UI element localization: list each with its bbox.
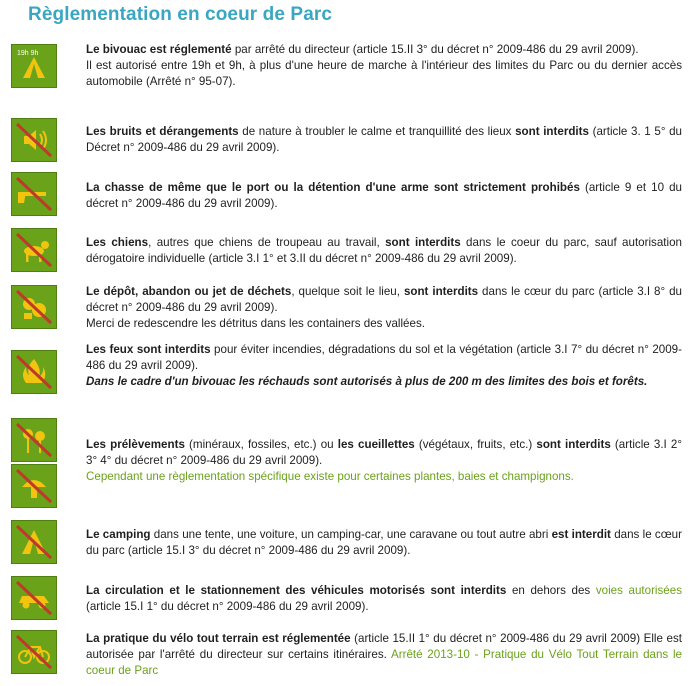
waste-title: Le dépôt, abandon ou jet de déchets — [86, 285, 292, 298]
hunting-title: La chasse de même que le port ou la détention d'une arme sont strictement prohibés — [86, 181, 580, 194]
fire-forbidden-icon — [11, 350, 57, 394]
noise-title: Les bruits et dérangements — [86, 125, 239, 138]
bivouac-icon — [11, 44, 57, 88]
hunting-forbidden-icon — [11, 172, 57, 216]
dogs-forbidden-icon — [11, 228, 57, 272]
bike-decree-link[interactable]: Arrêté 2013-10 - Pratique du Vélo Tout Terrain dans le coeur de Parc — [86, 648, 682, 678]
mushrooms-forbidden-icon — [11, 464, 57, 508]
bivouac-title: Le bivouac est réglementé — [86, 43, 232, 56]
noise-forbidden-icon — [11, 118, 57, 162]
fire-stove-note: Dans le cadre d'un bivouac les réchauds sont autorisés à plus de 200 m des limites des bois et forêts. — [86, 375, 648, 389]
page-title: Règlementation en coeur de Parc — [28, 4, 333, 25]
bike-title: La pratique du vélo tout terrain est réglementée — [86, 632, 351, 645]
bivouac-hours-label: 19h 9h — [17, 50, 39, 57]
picking-regulation-link[interactable]: Cependant une règlementation spécifique existe pour certaines plantes, baies et champignons. — [86, 470, 574, 484]
fire-title: Les feux sont interdits — [86, 343, 211, 356]
vehicles-forbidden-icon — [11, 576, 57, 620]
camping-forbidden-icon — [11, 520, 57, 564]
bike-regulated-icon — [11, 630, 57, 674]
waste-forbidden-icon — [11, 285, 57, 329]
camping-title: Le camping — [86, 528, 151, 541]
picking-title: Les prélèvements — [86, 438, 185, 451]
dogs-title: Les chiens — [86, 236, 149, 249]
vehicles-title: La circulation et le stationnement des véhicules motorisés sont interdits — [86, 584, 507, 597]
vehicles-authorized-roads-link[interactable]: voies autorisées — [595, 584, 682, 597]
flowers-forbidden-icon — [11, 418, 57, 462]
